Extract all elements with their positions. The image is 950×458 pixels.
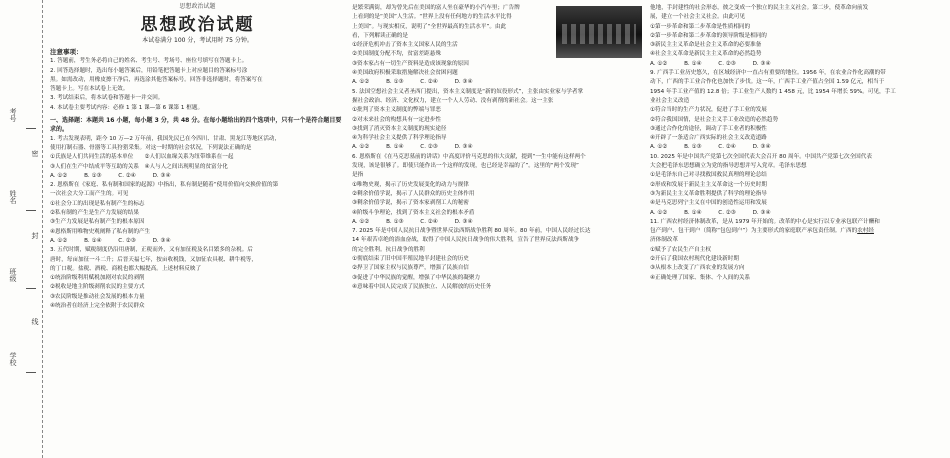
text-line: 是繁荣满街，却为曾先后在美国的富人坐在豪华的小汽车里；广告牌 (352, 5, 520, 11)
text-line: ③农民阶级是推动社会发展的根本力量 (50, 293, 145, 300)
text-line: ①批判了资本主义制度的弊端与罪恶 (352, 107, 441, 114)
text-line: A. ①② B. ①③ C. ②④ D. ③④ (352, 79, 473, 86)
binding-seal-1: 密 (31, 150, 39, 157)
page-title: 思想政治试题 (140, 15, 255, 35)
text-line: 发现，该是很够了。即使只能作出一个这样的发现，也已经是幸福的了”。这里的“两个发现” (352, 163, 579, 170)
binding-blank (26, 288, 36, 289)
text-line: A. ①② B. ①③ C. ②④ D. ③④ (650, 144, 771, 151)
text-line: 5. 法国空想社会主义者圣西门提出，资本主义制度是“新的奴役形式”，主张由实业家与学者掌 (352, 88, 584, 95)
text-line: A. ①② B. ①③ C. ②④ D. ③④ (352, 218, 473, 225)
text-line: ②捍卫了国家主权与民族尊严，增强了民族自信 (352, 265, 469, 272)
binding-blank (26, 128, 36, 129)
note-line: 2. 回答选择题时，选出每小题答案后，用铅笔把答题卡上对应题目的答案标号涂 (50, 67, 248, 74)
text-line: ①赋予了农民生产自主权 (650, 246, 711, 253)
text-line: ②符合我国国情，是社会主义手工业改造的必然趋势 (650, 116, 779, 123)
column-2 (352, 4, 642, 292)
text-line: ②税收是地主阶级剥削农民的主要方式 (50, 284, 145, 291)
text-line: 1954 年手工业产值的 12.8 倍；手工业生产人数约 1 458 元，比 1954 年增长 59%。可见，手工 (650, 88, 896, 95)
text-line: 济体制改革 (650, 237, 678, 244)
text-line: 握社会政治、经济、文化权力，建立一个人人劳动、没有剥削的新社会。这一主张 (352, 97, 554, 104)
text-line: ④恩格斯用唯物史观阐释了私有制的产生 (50, 228, 151, 235)
text-line: 的丁口税。盐税、酒税、商税也都大幅提高。上述材料反映了 (50, 265, 202, 272)
text-line: ③从根本上改变了广西农业的发展方向 (650, 265, 745, 272)
binding-blank (26, 210, 36, 211)
text-line: ①符合当时的生产力状况，促进了手工业的发展 (650, 107, 767, 114)
text-line: A. ①② B. ①④ C. ②③ D. ③④ (352, 144, 473, 151)
text-line: ④社会主义革命是新民主主义革命的必然趋势 (650, 51, 762, 58)
text-line: ①唯物史观，揭示了历史发展变化的动力与规律 (352, 181, 469, 188)
text-line: 他地，手封建性的社会形态，彼之变成一个独立的民主主义社会。第二步，使革命向前发 (650, 5, 869, 11)
text-line: ③人们在生产中结成平等互助的关系 ④人与人之间出现明显的贫富分化 (50, 163, 228, 170)
text-line: ②开启了我国农村现代化建设新时期 (650, 256, 739, 263)
text-line: ③生产力发展是私有制产生的根本原因 (50, 219, 145, 226)
note-line: 4. 本试卷主要考试内容：必修 1 第 1 课—第 6 课第 1 框题。 (50, 104, 204, 111)
binding-label-exam-no: 考号 (9, 108, 17, 122)
notes-heading: 注意事项： (50, 48, 83, 56)
text-line: ③为新民主主义革命胜利提供了科学的理论指导 (650, 190, 767, 197)
text-line: ①统治阶级利用赋税加剧对农民的剥削 (50, 275, 145, 282)
question-list (650, 4, 945, 283)
text-line: ①经济危机冲击了资本主义国家人民的生活 (352, 42, 458, 49)
text-line: 7. 2025 年是中国人民抗日战争暨世界反法西斯战争胜利 80 周年。80 年前，中国人民经过长达 (352, 228, 591, 235)
binding-label-school: 学校 (9, 352, 17, 366)
text-line: ②私有制的产生是生产力发展的结果 (50, 210, 139, 217)
text-line: 看，下列解读正确的是 (352, 32, 408, 39)
text-line: ④意味着中国人民完成了民族独立、人民解放的历史任务 (352, 283, 492, 290)
text-line: ②第一步革命和第二步革命的领导阶级是相同的 (650, 32, 767, 39)
text-line: ①是毛泽东自己对寻找救国救民真理的理论总结 (650, 172, 767, 179)
notes-list (50, 57, 345, 113)
text-line: ③促进了中华民族的觉醒，增强了中华民族的凝聚力 (352, 274, 481, 281)
binding-seal-2: 封 (31, 232, 39, 239)
question-list (352, 41, 642, 292)
text-line: 包产到户、包干到户（简称“包包到户”）为主要形式的家庭联产承包责任制。广西的农村经 (650, 228, 874, 235)
exam-info: 本试卷满分 100 分，考试用时 75 分钟。 (142, 37, 253, 44)
text-line: 业社会主义改造 (650, 97, 690, 104)
text-line: ④正确处理了国家、集体、个人间的关系 (650, 274, 751, 281)
text-line: 上美国”。与现实相反，说明了“全世界最高的生活水平”。由此 (352, 23, 507, 30)
text-line: ①彻底结束了旧中国半殖民地半封建社会的历史 (352, 256, 469, 263)
text-line: 11. 广西农村经济体制改革，是从 1979 年开始的。改革的中心是实行以专业承包联产计酬和 (650, 218, 880, 225)
text-line: ③找到了消灭资本主义制度的现实途径 (352, 125, 447, 132)
text-line: 是指 (352, 172, 364, 179)
binding-strip (0, 0, 43, 458)
text-line: 10. 2025 年是中国共产党第七次全国代表大会召开 80 周年。中国共产党第七次全国代表 (650, 153, 872, 160)
binding-blank (26, 372, 36, 373)
text-line: ④统治者在经济上完全依附于农民群众 (50, 303, 145, 310)
text-line: 使用打制石器、骨器等工具狩猎采集。对这一时期的社会状况，下列说法正确的是 (50, 144, 252, 151)
section-heading: 一、选择题：本题共 16 小题，每小题 3 分，共 48 分。在每小题给出的四个选项中，只有一个是符合题目要求的。 (50, 117, 342, 134)
note-line: 答题卡上。写在本试卷上无效。 (50, 86, 129, 93)
historical-photo (556, 6, 642, 58)
note-line: 3. 考试结束后，将本试卷和答题卡一并交回。 (50, 95, 164, 102)
text-line: ①第一步革命和第二步革命是性质相同的 (650, 23, 751, 30)
text-line: 2. 恩格斯在《家庭、私有制和国家的起源》中指出，私有制是随着“使用价值向交换价值的第 (50, 182, 279, 189)
text-line: ④为科学社会主义提供了科学理论指导 (352, 135, 447, 142)
text-line: ②形成和发展于新民主主义革命这一个历史时期 (650, 181, 767, 188)
text-line: 展，建立一个社会主义社会。由此可见 (650, 14, 746, 21)
text-line: ②对未来社会的构想具有一定进步性 (352, 116, 441, 123)
text-line: 14 年艰苦卓绝的浴血奋战，取得了中国人民抗日战争的伟大胜利，宣告了世界反法西斯战争 (352, 237, 580, 244)
text-line: ④美国政府积极采取措施解决社会贫困问题 (352, 70, 458, 77)
text-line: ④开辟了一条适合广西实际的社会主义改造道路 (650, 135, 767, 142)
text-line: 一次社会大分工而产生的。可见 (50, 191, 129, 198)
text-line: ④阶级斗争理论，找到了资本主义社会的根本矛盾 (352, 209, 475, 216)
text-line: ②美国制度分配不均，贫富差距悬殊 (352, 51, 441, 58)
text-line: ③通过合作化的途径，调动了手工业者的积极性 (650, 125, 767, 132)
text-line: 大会把毛泽东思想确立为党的指导思想并写入党章。毛泽东思想 (650, 163, 807, 170)
binding-label-class: 班级 (9, 268, 17, 282)
column-1 (50, 4, 345, 311)
text-line: A. ①② B. ①④ C. ②③ D. ③④ (650, 209, 771, 216)
text-line: A. ①② B. ①④ C. ②③ D. ③④ (50, 237, 171, 244)
top-clipped-header: 思想政治试题 (179, 3, 216, 10)
text-line: 9. 广西手工业历史悠久，在区域经济中一直占有重要的地位。1956 年，在农业合作化高潮的带 (650, 70, 886, 77)
text-line: ②剩余价值学说，揭示了人民群众的历史主体作用 (352, 190, 475, 197)
text-line: 1. 考古发现表明，距今 10 万—2 万年前，我国先民已在今四川、甘肃、黑龙江等地区活动， (50, 135, 281, 142)
text-line: A. ①② B. ①③ C. ②④ D. ③④ (50, 172, 171, 179)
text-line: ③资本家占有一切生产资料是造成该现象的原因 (352, 60, 469, 67)
note-line: 黑。如需改动，用橡皮擦干净后，再选涂其他答案标号。回答非选择题时，将答案写在 (50, 76, 263, 83)
binding-label-name: 姓名 (9, 190, 17, 204)
text-line: 唐时，每亩加征一斗二升；后晋天福七年，按亩收税钱，又加征农具税、耕牛税等， (50, 256, 257, 263)
column-3 (650, 4, 945, 283)
text-line: ④是马克思列宁主义在中国的创造性运用和发展 (650, 200, 767, 207)
text-line: 动下，广西的手工业合作化也加快了步伐。这一年，广西手工业产值占全国 1.59 亿元，相当于 (650, 79, 885, 86)
text-line: 的完全胜利。抗日战争的胜利 (352, 246, 425, 253)
text-line: ①社会分工的出现是私有制产生的标志 (50, 200, 145, 207)
text-line: A. ①② B. ①④ C. ②③ D. ③④ (650, 60, 771, 67)
text-line: 6. 恩格斯在《在马克思墓前的讲话》中高度评价马克思的伟大贡献，提到“一生中能有这样两个 (352, 153, 586, 160)
text-line: ③剩余价值学说，揭示了资本家剥削工人的秘密 (352, 200, 469, 207)
text-line: 上看到的是“美国”人生活。“世界上没有任何地方的生活水平比得 (352, 14, 512, 21)
text-line: ③新民主主义革命是社会主义革命的必要准备 (650, 42, 762, 49)
question-list (50, 135, 345, 312)
binding-seal-3: 线 (31, 318, 39, 325)
text-line: ①氏族是人们共同生活的基本单位 ②人们以血缘关系为纽带维系在一起 (50, 154, 234, 161)
underlined-phrase: 农村经 (857, 228, 874, 235)
note-line: 1. 答题前，考生务必将自己的姓名、考生号、考场号、座位号填写在答题卡上。 (50, 58, 248, 65)
text-line: 3. 五代时期，赋税制度仍沿用唐制，正税而外，又有加征税及名目繁多的杂税。后 (50, 247, 253, 254)
